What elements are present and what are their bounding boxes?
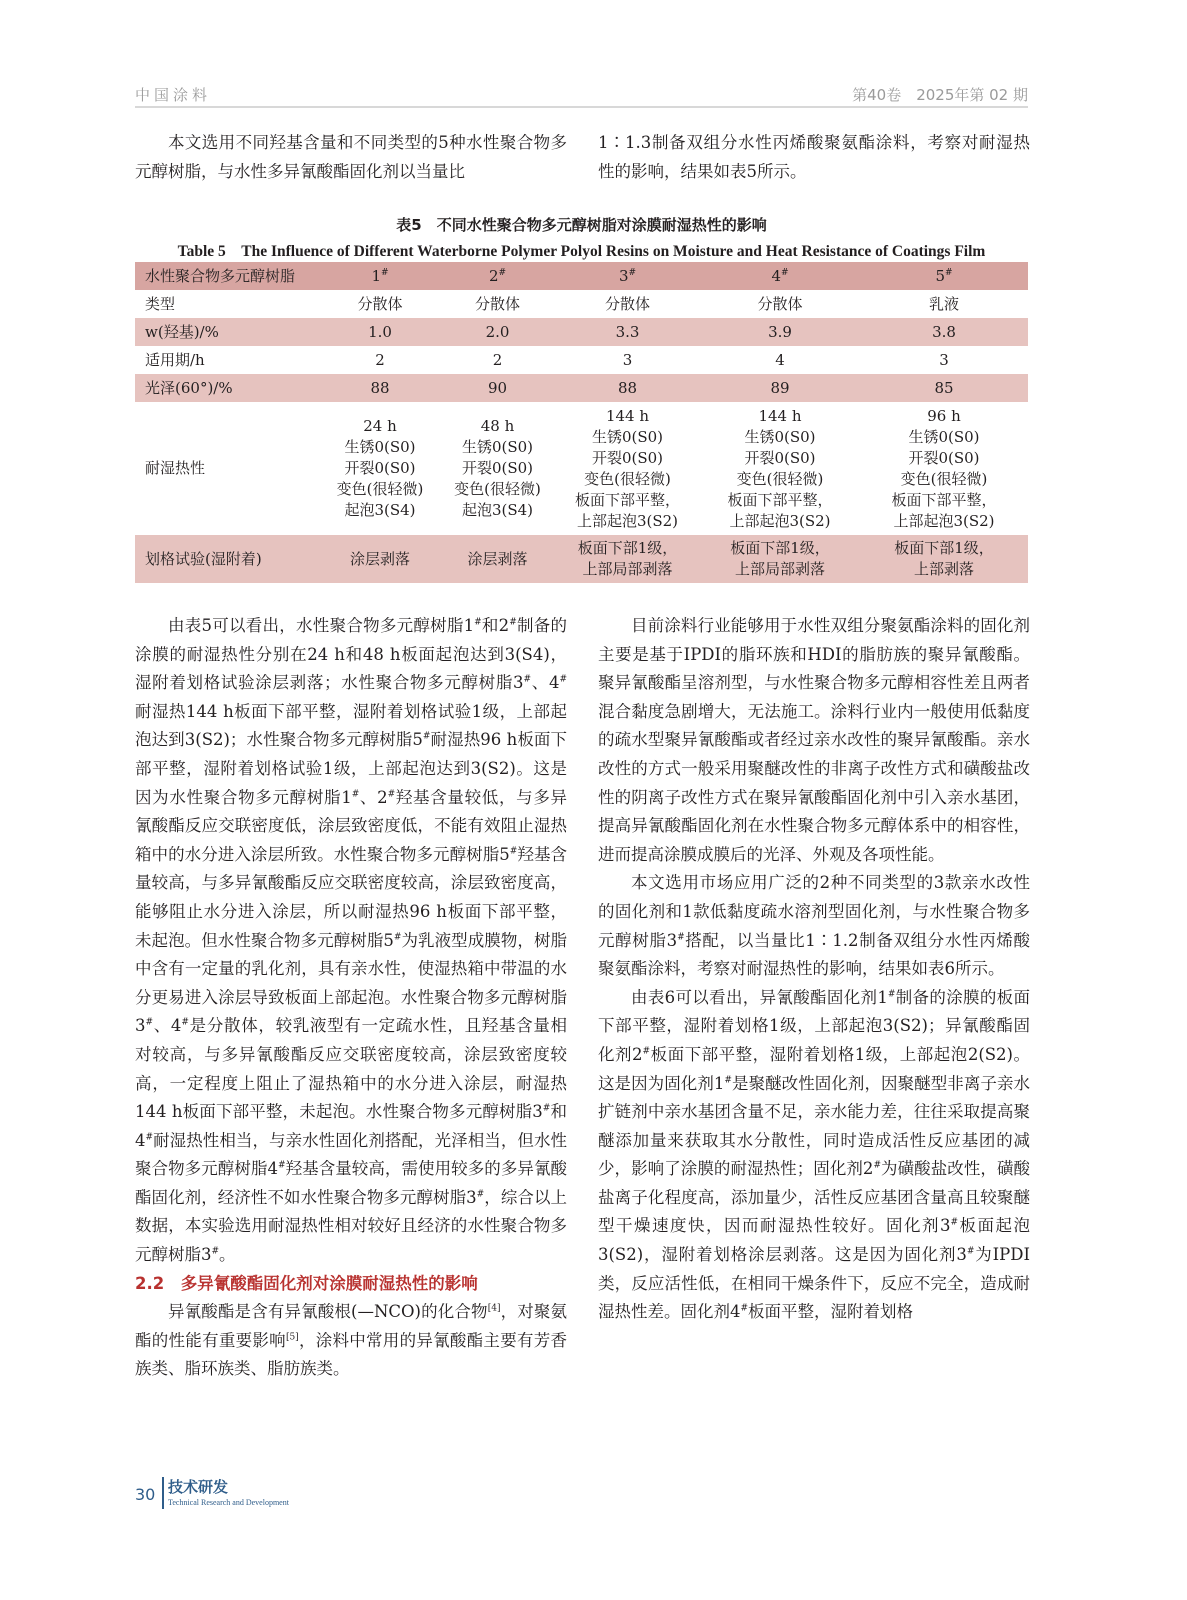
- journal-name: 中国涂料: [135, 86, 212, 104]
- section-heading: 2.2 多异氰酸酯固化剂对涂膜耐湿热性的影响: [135, 1273, 478, 1293]
- cell: 分散体: [757, 294, 803, 313]
- text: ，对聚氨酯的性能有重要影响: [135, 1302, 568, 1350]
- right-column: [598, 612, 1030, 1327]
- footer-divider: [162, 1477, 164, 1509]
- cell: 分散体: [357, 294, 403, 313]
- cell: 88: [320, 374, 440, 402]
- left-column: [135, 612, 567, 1384]
- cell: 3.3: [555, 318, 700, 346]
- cell: 3.8: [860, 318, 1028, 346]
- header-cell: 3#: [555, 262, 700, 290]
- cell: 90: [440, 374, 555, 402]
- cell: 3: [622, 350, 633, 369]
- cell: 板面下部1级， 上部剥落: [860, 535, 1028, 583]
- cell: 1.0: [320, 318, 440, 346]
- cell: 分散体: [474, 294, 520, 313]
- cell: 2.0: [440, 318, 555, 346]
- cell: 2: [375, 350, 385, 369]
- citation-ref[interactable]: [4]: [487, 1303, 501, 1314]
- intro-left-text: 本文选用不同羟基含量和不同类型的5种水性聚合物多元醇树脂，与水性多异氰酸酯固化剂以当量比: [135, 133, 567, 181]
- table-row: [135, 535, 1028, 583]
- cell: 4: [775, 350, 785, 369]
- table-row: [135, 346, 1028, 374]
- cell: 89: [700, 374, 860, 402]
- cell: 85: [860, 374, 1028, 402]
- table-row: [135, 318, 1028, 346]
- header-cell: 2#: [440, 262, 555, 290]
- table-caption-cn: 表5 不同水性聚合物多元醇树脂对涂膜耐湿热性的影响: [396, 216, 767, 234]
- row-label: w(羟基)/%: [135, 318, 320, 346]
- page-number: 30: [135, 1485, 156, 1504]
- cell: 乳液: [928, 294, 959, 313]
- header-cell: 水性聚合物多元醇树脂: [135, 262, 320, 290]
- row-label: 划格试验(湿附着): [135, 535, 320, 583]
- cell: 144 h 生锈0(S0) 开裂0(S0) 变色(很轻微) 板面下部平整， 上部起泡3(S2): [574, 406, 680, 530]
- cell: 88: [555, 374, 700, 402]
- cell: 板面下部1级， 上部局部剥落: [555, 535, 700, 583]
- table-5: [135, 262, 1028, 583]
- cell: 96 h 生锈0(S0) 开裂0(S0) 变色(很轻微) 板面下部平整， 上部起泡3(S2): [891, 406, 997, 530]
- citation-ref[interactable]: [5]: [285, 1332, 299, 1343]
- cell: 板面下部1级， 上部局部剥落: [700, 535, 860, 583]
- row-label: 耐湿热性: [145, 459, 206, 477]
- cell: 3: [939, 350, 949, 369]
- table-row: [135, 290, 1028, 318]
- running-header: [135, 84, 1028, 108]
- text: 异氰酸酯是含有异氰酸根(—NCO)的化合物: [168, 1302, 488, 1322]
- header-cell: 1#: [320, 262, 440, 290]
- intro-left: [135, 129, 567, 186]
- issue-info: 第40卷 2025年第 02 期: [852, 86, 1028, 104]
- paragraph: 目前涂料行业能够用于水性双组分聚氨酯涂料的固化剂主要是基于IPDI的脂环族和HDI的脂肪族的聚异氰酸酯。聚异氰酸酯呈溶剂型，与水性聚合物多元醇相容性差且两者混合黏度急剧增大，无法施工。涂料行业内一般使用低黏度的疏水型聚异氰酸酯或者经过亲水改性的聚异氰酸酯。亲水改性的方式一般采用聚醚改性的非离子改性方式和磺酸盐改性的阴离子改性方式在聚异氰酸酯固化剂中引入亲水基团，提高异氰酸酯固化剂在水性聚合物多元醇体系中的相容性，进而提高涂膜成膜后的光泽、外观及各项性能。: [598, 616, 1030, 864]
- intro-right-text: 1∶1.3制备双组分水性丙烯酸聚氨酯涂料，考察对耐湿热性的影响，结果如表5所示。: [598, 133, 1030, 181]
- cell: 24 h 生锈0(S0) 开裂0(S0) 变色(很轻微) 起泡3(S4): [336, 417, 424, 519]
- intro-right: [598, 129, 1030, 186]
- text: ，涂料中常用的异氰酸酯主要有芳香族类、脂环族类、脂肪族类。: [135, 1330, 568, 1379]
- paragraph: [135, 1298, 567, 1384]
- table-row: [135, 374, 1028, 402]
- cell: 2: [492, 350, 503, 369]
- table-caption-en: Table 5 The Influence of Different Waterborne Polymer Polyol Resins on Moisture and Heat Resistance of Coatings Film: [177, 243, 986, 260]
- cell: 分散体: [604, 294, 650, 313]
- cell: 涂层剥落: [440, 535, 555, 583]
- footer-section-cn: 技术研发: [168, 1478, 229, 1496]
- header-cell: 5#: [860, 262, 1028, 290]
- cell: 144 h 生锈0(S0) 开裂0(S0) 变色(很轻微) 板面下部平整， 上部起泡3(S2): [727, 406, 833, 530]
- footer-section-en: Technical Research and Development: [168, 1498, 289, 1507]
- row-label: 适用期/h: [145, 350, 205, 369]
- header-cell: 4#: [700, 262, 860, 290]
- paragraph: 由表5可以看出，水性聚合物多元醇树脂1#和2#制备的涂膜的耐湿热性分别在24 h和48 h板面起泡达到3(S4)，湿附着划格试验涂层剥落；水性聚合物多元醇树脂3#、4#耐湿热144 h板面下部平整，湿附着划格试验1级，上部起泡达到3(S2)；水性聚合物多元醇树脂5#耐湿热96 h板面下部平整，湿附着划格试验1级，上部起泡达到3(S2)。这是因为水性聚合物多元醇树脂1#、2#羟基含量较低，与多异氰酸酯反应交联密度低，涂层致密度低，不能有效阻止湿热箱中的水分进入涂层所致。水性聚合物多元醇树脂5#羟基含量较高，与多异氰酸酯反应交联密度较高，涂层致密度高，能够阻止水分进入涂层，所以耐湿热96 h板面下部平整，未起泡。但水性聚合物多元醇树脂5#为乳液型成膜物，树脂中含有一定量的乳化剂，具有亲水性，使湿热箱中带温的水分更易进入涂层导致板面上部起泡。水性聚合物多元醇树脂3#、4#是分散体，较乳液型有一定疏水性，且羟基含量相对较高，与多异氰酸酯反应交联密度较高，涂层致密度较高，一定程度上阻止了湿热箱中的水分进入涂层，耐湿热144 h板面下部平整，未起泡。水性聚合物多元醇树脂3#和4#耐湿热性相当，与亲水性固化剂搭配，光泽相当，但水性聚合物多元醇树脂4#羟基含量较高，需使用较多的多异氰酸酯固化剂，经济性不如水性聚合物多元醇树脂3#，综合以上数据，本实验选用耐湿热性相对较好且经济的水性聚合物多元醇树脂3#。: [135, 616, 568, 1265]
- table-row: [135, 402, 1028, 535]
- cell: 3.9: [700, 318, 860, 346]
- table-header-row: [135, 262, 1028, 290]
- paragraph: 由表6可以看出，异氰酸酯固化剂1#制备的涂膜的板面下部平整，湿附着划格1级，上部起泡3(S2)；异氰酸酯固化剂2#板面下部平整，湿附着划格1级，上部起泡2(S2)。这是因为固化剂1#是聚醚改性固化剂，因聚醚型非离子亲水扩链剂中亲水基团含量不足，亲水能力差，往往采取提高聚醚添加量来获取其水分散性，同时造成活性反应基团的减少，影响了涂膜的耐湿热性；固化剂2#为磺酸盐改性，磺酸盐离子化程度高，添加量少，活性反应基团含量高且较聚醚型干燥速度快，因而耐湿热性较好。固化剂3#板面起泡3(S2)，湿附着划格涂层剥落。这是因为固化剂3#为IPDI类，反应活性低，在相同干燥条件下，反应不完全，造成耐湿热性差。固化剂4#板面平整，湿附着划格: [598, 987, 1031, 1322]
- paragraph: 本文选用市场应用广泛的2种不同类型的3款亲水改性的固化剂和1款低黏度疏水溶剂型固化剂，与水性聚合物多元醇树脂3#搭配，以当量比1∶1.2制备双组分水性丙烯酸聚氨酯涂料，考察对耐湿热性的影响，结果如表6所示。: [598, 873, 1030, 979]
- row-label: 光泽(60°)/%: [135, 374, 320, 402]
- cell: 48 h 生锈0(S0) 开裂0(S0) 变色(很轻微) 起泡3(S4): [454, 417, 541, 519]
- cell: 涂层剥落: [320, 535, 440, 583]
- row-label: 类型: [145, 294, 176, 313]
